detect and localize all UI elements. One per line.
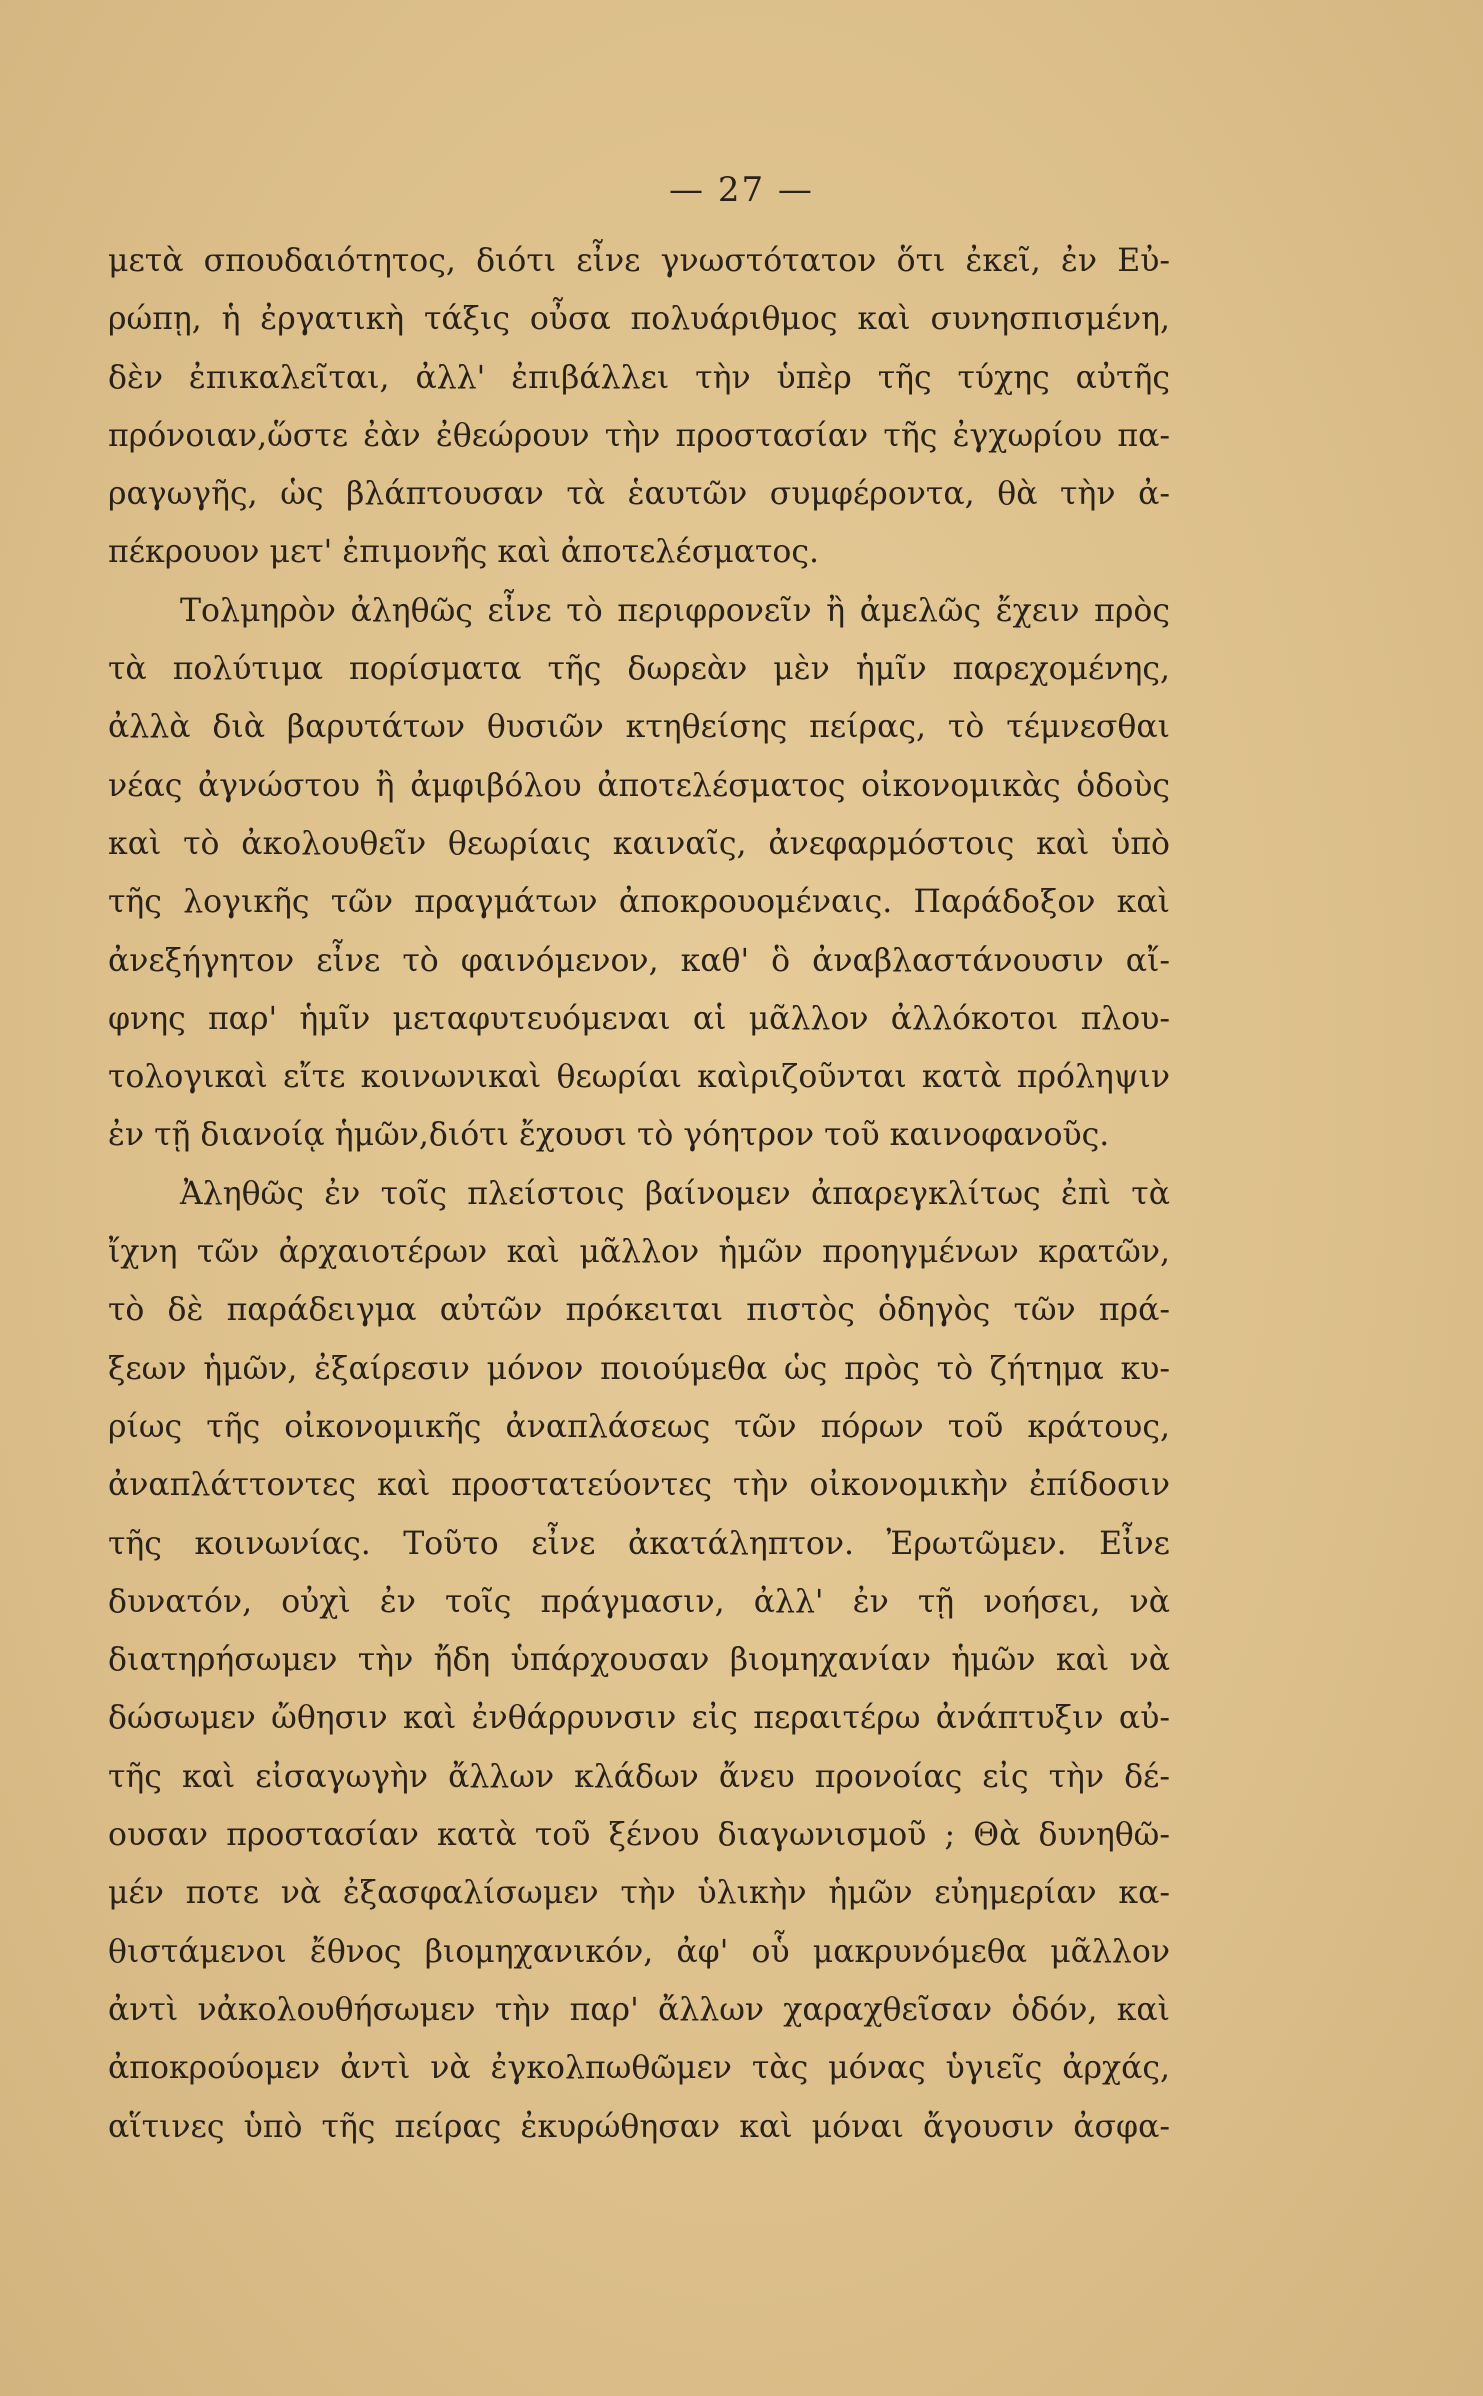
text-line: φνης παρ' ἡμῖν μεταφυτευόμεναι αἱ μᾶλλον ἀλλόκοτοι πλου- xyxy=(108,1000,1170,1037)
text-line: ἀντὶ νἀκολουθήσωμεν τὴν παρ' ἄλλων χαραχθεῖσαν ὁδόν, καὶ xyxy=(108,1991,1170,2028)
text-line: ρώπῃ, ἡ ἐργατικὴ τάξις οὖσα πολυάριθμος καὶ συνησπισμένη, xyxy=(108,301,1170,338)
text-line: αἵτινες ὑπὸ τῆς πείρας ἐκυρώθησαν καὶ μόναι ἄγουσιν ἀσφα- xyxy=(108,2108,1170,2145)
page-number: — 27 — xyxy=(669,170,814,210)
text-line: τὸ δὲ παράδειγμα αὐτῶν πρόκειται πιστὸς ὁδηγὸς τῶν πρά- xyxy=(108,1292,1170,1329)
text-line: ουσαν προστασίαν κατὰ τοῦ ξένου διαγωνισμοῦ ; Θὰ δυνηθῶ- xyxy=(108,1817,1170,1854)
text-line: ἐν τῇ διανοίᾳ ἡμῶν,διότι ἔχουσι τὸ γόητρον τοῦ καινοφανοῦς. xyxy=(108,1117,1110,1154)
text-line: πέκρουον μετ' ἐπιμονῆς καὶ ἀποτελέσματος. xyxy=(108,534,820,571)
text-line: ἴχνη τῶν ἀρχαιοτέρων καὶ μᾶλλον ἡμῶν προηγμένων κρατῶν, xyxy=(108,1234,1170,1271)
text-line: διατηρήσωμεν τὴν ἤδη ὑπάρχουσαν βιομηχανίαν ἡμῶν καὶ νὰ xyxy=(108,1642,1170,1679)
text-line: ξεων ἡμῶν, ἐξαίρεσιν μόνον ποιούμεθα ὡς πρὸς τὸ ζήτημα κυ- xyxy=(108,1350,1170,1387)
text-line: πρόνοιαν,ὥστε ἐὰν ἐθεώρουν τὴν προστασίαν τῆς ἐγχωρίου πα- xyxy=(108,417,1170,454)
text-line: τολογικαὶ εἴτε κοινωνικαὶ θεωρίαι καὶριζοῦνται κατὰ πρόληψιν xyxy=(108,1059,1170,1096)
body-text xyxy=(108,232,1170,2156)
text-line: τὰ πολύτιμα πορίσματα τῆς δωρεὰν μὲν ἡμῖν παρεχομένης, xyxy=(108,651,1170,688)
text-line: ἀνεξήγητον εἶνε τὸ φαινόμενον, καθ' ὃ ἀναβλαστάνουσιν αἴ- xyxy=(108,942,1170,979)
text-line: καὶ τὸ ἀκολουθεῖν θεωρίαις καιναῖς, ἀνεφαρμόστοις καὶ ὑπὸ xyxy=(108,825,1170,862)
text-line: δὲν ἐπικαλεῖται, ἀλλ' ἐπιβάλλει τὴν ὑπὲρ τῆς τύχης αὐτῆς xyxy=(108,359,1170,396)
text-line: μετὰ σπουδαιότητος, διότι εἶνε γνωστότατον ὅτι ἐκεῖ, ἐν Εὐ- xyxy=(108,243,1170,279)
text-line: ἀναπλάττοντες καὶ προστατεύοντες τὴν οἰκονομικὴν ἐπίδοσιν xyxy=(108,1467,1170,1504)
text-line: δώσωμεν ὤθησιν καὶ ἐνθάρρυνσιν εἰς περαιτέρω ἀνάπτυξιν αὐ- xyxy=(108,1700,1170,1737)
text-line: Τολμηρὸν ἀληθῶς εἶνε τὸ περιφρονεῖν ἢ ἀμελῶς ἔχειν πρὸς xyxy=(180,592,1170,629)
text-line: ραγωγῆς, ὡς βλάπτουσαν τὰ ἑαυτῶν συμφέροντα, θὰ τὴν ἀ- xyxy=(108,476,1170,513)
text-line: τῆς κοινωνίας. Τοῦτο εἶνε ἀκατάληπτον. Ἐρωτῶμεν. Εἶνε xyxy=(108,1525,1170,1562)
text-line: δυνατόν, οὐχὶ ἐν τοῖς πράγμασιν, ἀλλ' ἐν τῇ νοήσει, νὰ xyxy=(108,1583,1170,1620)
text-line: ἀποκρούομεν ἀντὶ νὰ ἐγκολπωθῶμεν τὰς μόνας ὑγιεῖς ἀρχάς, xyxy=(108,2050,1170,2087)
text-line: Ἀληθῶς ἐν τοῖς πλείστοις βαίνομεν ἀπαρεγκλίτως ἐπὶ τὰ xyxy=(180,1175,1170,1212)
text-line: θιστάμενοι ἔθνος βιομηχανικόν, ἀφ' οὗ μακρυνόμεθα μᾶλλον xyxy=(108,1933,1170,1970)
text-line: ρίως τῆς οἰκονομικῆς ἀναπλάσεως τῶν πόρων τοῦ κράτους, xyxy=(108,1408,1170,1445)
text-line: τῆς λογικῆς τῶν πραγμάτων ἀποκρουομέναις. Παράδοξον καὶ xyxy=(108,884,1170,921)
text-line: ἀλλὰ διὰ βαρυτάτων θυσιῶν κτηθείσης πείρας, τὸ τέμνεσθαι xyxy=(108,709,1170,746)
text-line: νέας ἀγνώστου ἢ ἀμφιβόλου ἀποτελέσματος οἰκονομικὰς ὁδοὺς xyxy=(108,767,1170,804)
text-line: τῆς καὶ εἰσαγωγὴν ἄλλων κλάδων ἄνευ προνοίας εἰς τὴν δέ- xyxy=(108,1758,1170,1795)
text-line: μέν ποτε νὰ ἐξασφαλίσωμεν τὴν ὑλικὴν ἡμῶν εὐημερίαν κα- xyxy=(108,1875,1170,1912)
